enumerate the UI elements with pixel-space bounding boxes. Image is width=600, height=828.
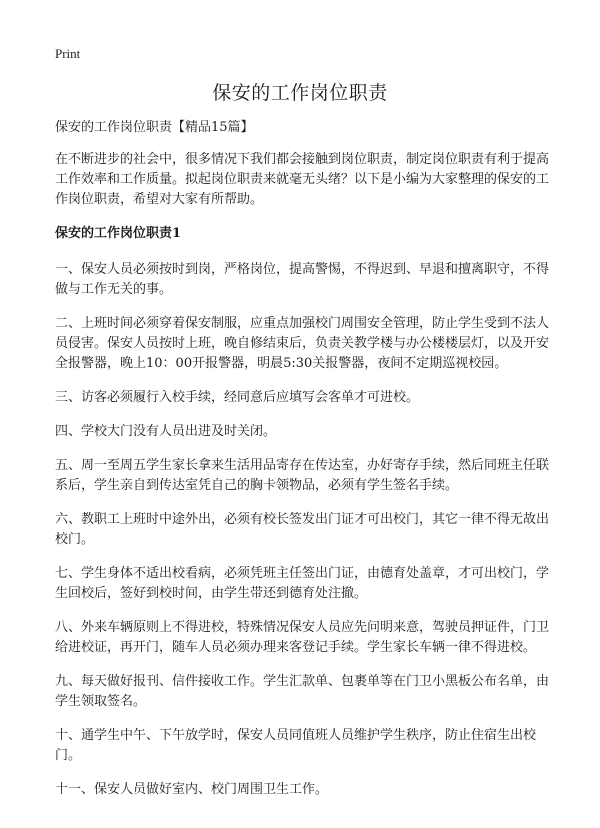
duty-item-2: 二、上班时间必须穿着保安制服，应重点加强校门周围安全管理，防止学生受到不法人员侵害。保安人员按时上班，晚自修结束后，负责关教学楼与办公楼楼层灯，以及开安全报警器，晚上10：00开报警器，明晨5:30关报警器，夜间不定期巡视校园。 <box>55 316 550 371</box>
duty-item-5: 五、周一至周五学生家长拿来生活用品寄存在传达室，办好寄存手续，然后同班主任联系后，学生亲自到传达室凭自己的胸卡领物品，必须有学生签名手续。 <box>55 458 550 493</box>
duty-item-6: 六、教职工上班时中途外出，必须有校长签发出门证才可出校门，其它一律不得无故出校门。 <box>55 512 550 547</box>
article-body <box>55 118 555 814</box>
duty-item-11: 十一、保安人员做好室内、校门周围卫生工作。 <box>55 782 329 797</box>
duty-item-1: 一、保安人员必须按时到岗，严格岗位，提高警惕，不得迟到、早退和擅离职守，不得做与工作无关的事。 <box>55 262 550 297</box>
duty-item-10: 十、通学生中午、下午放学时，保安人员同值班人员维护学生秩序，防止住宿生出校门。 <box>55 728 537 763</box>
section-heading: 保安的工作岗位职责1 <box>55 226 182 241</box>
duty-item-3: 三、访客必须履行入校手续，经同意后应填写会客单才可进校。 <box>55 390 420 405</box>
page-title: 保安的工作岗位职责 <box>212 82 388 104</box>
intro-paragraph: 在不断进步的社会中，很多情况下我们都会接触到岗位职责，制定岗位职责有利于提高工作效率和工作质量。拟起岗位职责来就毫无头绪？以下是小编为大家整理的保安的工作岗位职责，希望对大家有所帮助。 <box>55 152 550 207</box>
print-link[interactable]: Print <box>55 46 81 61</box>
duty-item-9: 九、每天做好报刊、信件接收工作。学生汇款单、包裹单等在门卫小黑板公布名单，由学生领取签名。 <box>55 674 550 709</box>
duty-item-7: 七、学生身体不适出校看病，必须凭班主任签出门证，由德育处盖章，才可出校门，学生回校后，签好到校时间，由学生带还到德育处注撤。 <box>55 566 550 601</box>
duty-item-4: 四、学校大门没有人员出进及时关闭。 <box>55 424 277 439</box>
duty-item-8: 八、外来车辆原则上不得进校，特殊情况保安人员应先问明来意，驾驶员押证件，门卫给进校证，再开门，随车人员必须办理来客登记手续。学生家长车辆一律不得进校。 <box>55 620 550 655</box>
document-subtitle: 保安的工作岗位职责【精品15篇】 <box>55 120 254 135</box>
